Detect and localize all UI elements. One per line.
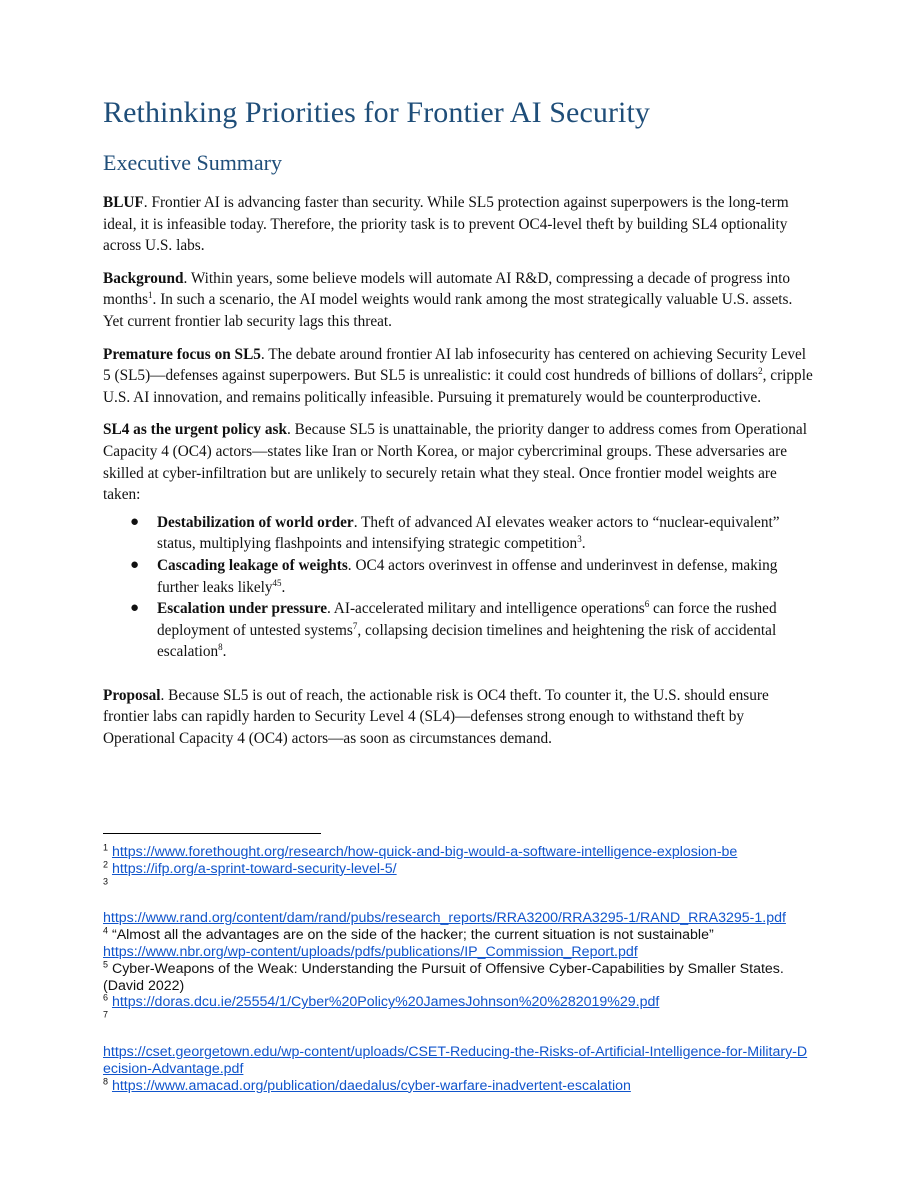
footnotes — [103, 844, 815, 1094]
paragraph-lead: SL4 as the urgent policy ask — [103, 421, 288, 439]
footnote-link[interactable]: https://www.forethought.org/research/how-quick-and-big-would-a-software-intelligence-explosion-be — [111, 844, 738, 860]
footnote-link[interactable]: https://www.nbr.org/wp-content/uploads/pdfs/publications/IP_Commission_Report.pdf — [103, 943, 638, 960]
bullet-text: can force the rushed deployment of untested systems — [157, 600, 777, 639]
bullet-dot-icon: ● — [130, 556, 140, 573]
footnote-link[interactable]: https://doras.dcu.ie/25554/1/Cyber%20Policy%20JamesJohnson%20%282019%29.pdf — [111, 994, 660, 1011]
paragraph-background — [103, 268, 815, 333]
footnote-6 — [103, 994, 815, 1011]
footnote-link[interactable]: https://ifp.org/a-sprint-toward-security-level-5/ — [111, 860, 397, 877]
bullet-text: . — [222, 643, 227, 661]
bullet-text: . AI-accelerated military and intelligence operations — [327, 600, 645, 618]
bullet-list — [103, 512, 815, 663]
footnote-ref[interactable]: 1 — [148, 290, 153, 301]
footnote-separator — [103, 833, 321, 834]
footnote-number: 4 — [103, 925, 109, 936]
footnote-number: 5 — [103, 959, 109, 970]
paragraph-text: . The debate around frontier AI lab infosecurity has centered on achieving Security Level 5 (SL5)—defenses against superpowers. But SL5 is unrealistic: it could cost hundreds of billions of dollars — [103, 345, 807, 385]
footnote-link[interactable]: https://www.amacad.org/publication/daedalus/cyber-warfare-inadvertent-escalation — [111, 1077, 631, 1094]
page-title: Rethinking Priorities for Frontier AI Security — [103, 96, 651, 129]
footnote-ref[interactable]: 8 — [218, 642, 223, 653]
paragraph-lead: Proposal — [103, 686, 161, 704]
footnote-5 — [103, 961, 815, 995]
footnote-text: “Almost all the advantages are on the side of the hacker; the current situation is not sustainable” — [111, 927, 714, 944]
footnote-link[interactable]: https://www.rand.org/content/dam/rand/pubs/research_reports/RRA3200/RRA3295-1/RAND_RRA3295-1.pdf — [103, 910, 786, 927]
paragraph-lead: Background — [103, 269, 184, 287]
footnote-link[interactable]: https://cset.georgetown.edu/wp-content/uploads/CSET-Reducing-the-Risks-of-Artificial-Intelligence-for-Military-Decision-Advantage.pdf — [103, 1043, 808, 1077]
footnote-4 — [103, 927, 815, 961]
paragraph-text: . Frontier AI is advancing faster than security. While SL5 protection against superpowers is the long-term ideal, it is infeasible today. Therefore, the priority task is to prevent OC4-level theft by building SL4 optionality across U.S. labs. — [103, 194, 789, 255]
bullet-dot-icon: ● — [130, 600, 140, 617]
bullet-item — [130, 512, 815, 555]
paragraph-text: , cripple U.S. AI innovation, and remains politically infeasible. Pursuing it prematurely would be counterproductive. — [103, 367, 813, 406]
bullet-lead: Escalation under pressure — [157, 600, 327, 618]
footnote-ref[interactable]: 2 — [758, 366, 763, 377]
paragraph-bluf — [103, 192, 815, 257]
footnote-1 — [103, 844, 815, 861]
footnote-ref[interactable]: 3 — [577, 534, 582, 545]
bullet-lead: Cascading leakage of weights — [157, 556, 348, 574]
bullet-dot-icon: ● — [130, 513, 140, 530]
paragraph-text: . Within years, some believe models will automate AI R&D, compressing a decade of progress into months — [103, 269, 791, 309]
paragraph-text: . Because SL5 is unattainable, the priority danger to address comes from Operational Capacity 4 (OC4) actors—states like Iran or North Korea, or major cybercriminal groups. These adversaries are skilled at cyber-infiltration but are unlikely to securely retain what they steal. Once frontier model weights are taken: — [103, 421, 807, 504]
paragraph-proposal — [103, 685, 815, 750]
section-heading: Executive Summary — [103, 150, 283, 175]
footnote-2 — [103, 861, 815, 878]
footnote-ref[interactable]: 6 — [644, 599, 650, 609]
bullet-text: . Theft of advanced AI elevates weaker actors to “nuclear-equivalent” status, multiplying flashpoints and intensifying strategic competition — [157, 513, 780, 553]
paragraph-premature-focus — [103, 344, 815, 409]
paragraph-sl4 — [103, 419, 815, 505]
paragraph-text: . Because SL5 is out of reach, the actionable risk is OC4 theft. To counter it, the U.S. should ensure frontier labs can rapidly harden to Security Level 4 (SL4)—defenses strong enough to withstand theft by Operational Capacity 4 (OC4) actors—as soon as circumstances demand. — [103, 686, 769, 748]
footnote-number: 3 — [103, 875, 109, 886]
paragraph-lead: BLUF — [103, 194, 144, 211]
footnote-number: 2 — [103, 859, 109, 870]
paragraph-lead: Premature focus on SL5 — [103, 345, 261, 363]
footnote-8 — [103, 1075, 815, 1095]
footnote-3 — [103, 875, 815, 928]
footnote-number: 8 — [103, 1075, 109, 1086]
document-body — [103, 192, 815, 761]
bullet-text: . OC4 actors overinvest in offense and underinvest in defense, making further leaks likely — [157, 556, 778, 596]
bullet-text: . — [281, 578, 286, 596]
bullet-item — [130, 555, 815, 598]
footnote-text: Cyber-Weapons of the Weak: Understanding the Pursuit of Offensive Cyber-Capabilities by Smaller States. (David 2022) — [103, 960, 784, 994]
paragraph-text: . In such a scenario, the AI model weights would rank among the most strategically valuable U.S. assets. Yet current frontier lab security lags this threat. — [103, 291, 793, 330]
footnote-ref[interactable]: 45 — [272, 577, 282, 588]
bullet-lead: Destabilization of world order — [157, 513, 354, 531]
bullet-item — [130, 598, 815, 663]
footnote-number: 7 — [103, 1009, 109, 1020]
footnote-7 — [103, 1011, 815, 1077]
bullet-text: , collapsing decision timelines and heightening the risk of accidental escalation — [157, 621, 777, 661]
footnote-number: 1 — [103, 842, 109, 853]
footnote-ref[interactable]: 7 — [352, 620, 358, 631]
bullet-text: . — [581, 535, 586, 553]
footnote-number: 6 — [103, 992, 109, 1003]
